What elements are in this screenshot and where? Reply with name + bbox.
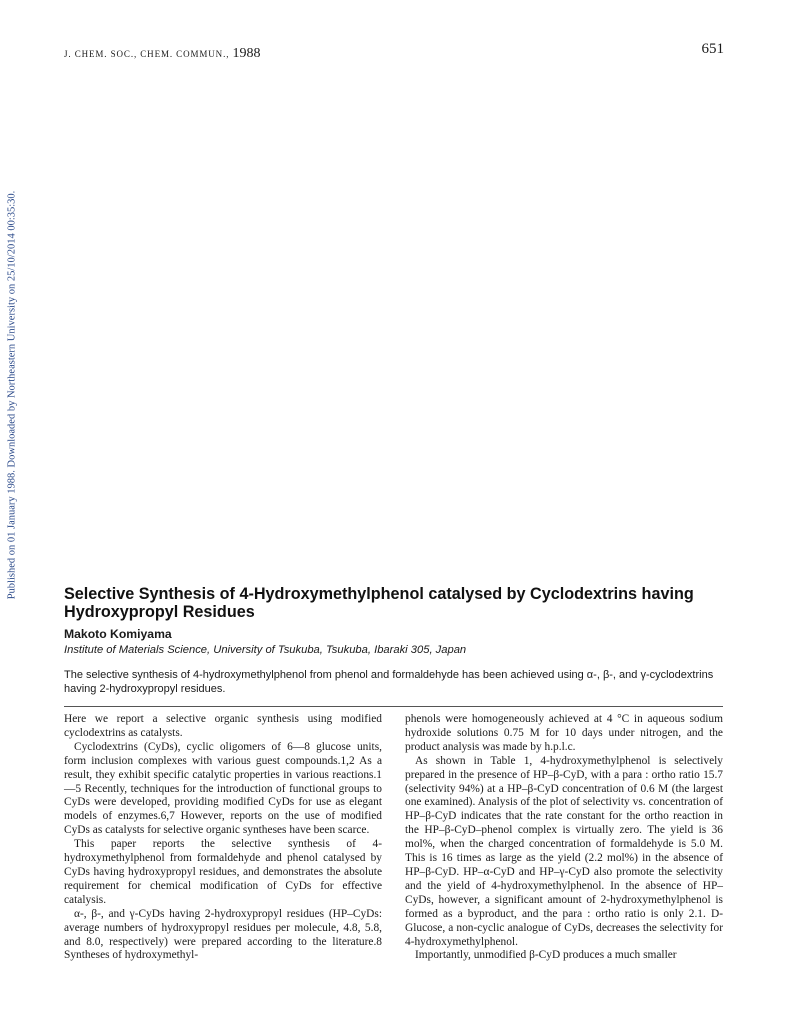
author-name: Makoto Komiyama	[64, 627, 172, 641]
paragraph: phenols were homogeneously achieved at 4 °C in aqueous sodium hydroxide solutions 0.75 M for 10 days under nitrogen, and the product analysis was made by h.p.l.c.	[405, 713, 723, 753]
download-watermark	[4, 165, 20, 625]
paragraph: α-, β-, and γ-CyDs having 2-hydroxypropyl residues (HP–CyDs: average numbers of hydroxypropyl residues per molecule, 4.8, 5.8, and 8.0, respectively) were prepared according to the literature.8 Syntheses of hydroxymethyl-	[64, 907, 382, 962]
abstract: The selective synthesis of 4-hydroxymethylphenol from phenol and formaldehyde has been achieved using α-, β-, and γ-cyclodextrins having 2-hydroxypropyl residues.	[64, 669, 714, 695]
body-column-left	[64, 713, 382, 963]
journal-title: J. CHEM. SOC., CHEM. COMMUN.,	[64, 49, 230, 59]
download-watermark-text: Published on 01 January 1988. Downloaded by Northeastern University on 25/10/2014 00:35:30.	[6, 190, 18, 600]
paragraph: Cyclodextrins (CyDs), cyclic oligomers of 6—8 glucose units, form inclusion complexes with various guest compounds.1,2 As a result, they exhibit specific catalytic properties in various reactions.1—5 Recently, techniques for the introduction of functional groups to CyDs were developed, providing modified CyDs for use as elegant models of enzymes.6,7 However, reports on the use of modified CyDs as catalysts for selective organic syntheses have been scarce.	[64, 740, 382, 837]
paragraph: Importantly, unmodified β-CyD produces a much smaller	[415, 949, 677, 962]
journal-year: 1988	[232, 46, 261, 61]
paragraph: As shown in Table 1, 4-hydroxymethylphenol is selectively prepared in the presence of HP–β-CyD, with a para : ortho ratio 15.7 (selectivity 94%) at a HP–β-CyD concentration of 0.6 M (the largest one examined). Analysis of the plot of selectivity vs. concentration of HP–β-CyD indicates that the rate constant for the ortho reaction in the HP–β-CyD–phenol complex is virtually zero. The yield is 36 mol%, when the charged concentration of formaldehyde is 5.0 M. This is 16 times as large as the yield (2.2 mol%) in the absence of HP–β-CyD. HP–α-CyD and HP–γ-CyD also promote the selectivity and the yield of 4-hydroxymethylphenol. In the absence of HP–CyDs, however, a significant amount of 2-hydroxymethylphenol is formed as a byproduct, and the para : ortho ratio is only 2.1. D-Glucose, a non-cyclic analogue of CyDs, decreases the selectivity for 4-hydroxymethylphenol.	[405, 754, 723, 948]
author-affiliation: Institute of Materials Science, University of Tsukuba, Tsukuba, Ibaraki 305, Japan	[64, 644, 467, 656]
page-number: 651	[701, 41, 724, 57]
paragraph: This paper reports the selective synthesis of 4-hydroxymethylphenol from formaldehyde and phenol catalysed by CyDs having hydroxypropyl residues, and demonstrates the absolute requirement for chemical modification of CyDs for effective catalysis.	[64, 838, 382, 906]
paragraph: Here we report a selective organic synthesis using modified cyclodextrins as catalysts.	[64, 713, 382, 739]
running-head	[64, 41, 724, 63]
journal-name	[64, 46, 261, 62]
section-divider	[64, 706, 723, 707]
article-title: Selective Synthesis of 4-Hydroxymethylphenol catalysed by Cyclodextrins having Hydroxypropyl Residues	[64, 585, 694, 621]
body-column-right	[405, 713, 723, 963]
